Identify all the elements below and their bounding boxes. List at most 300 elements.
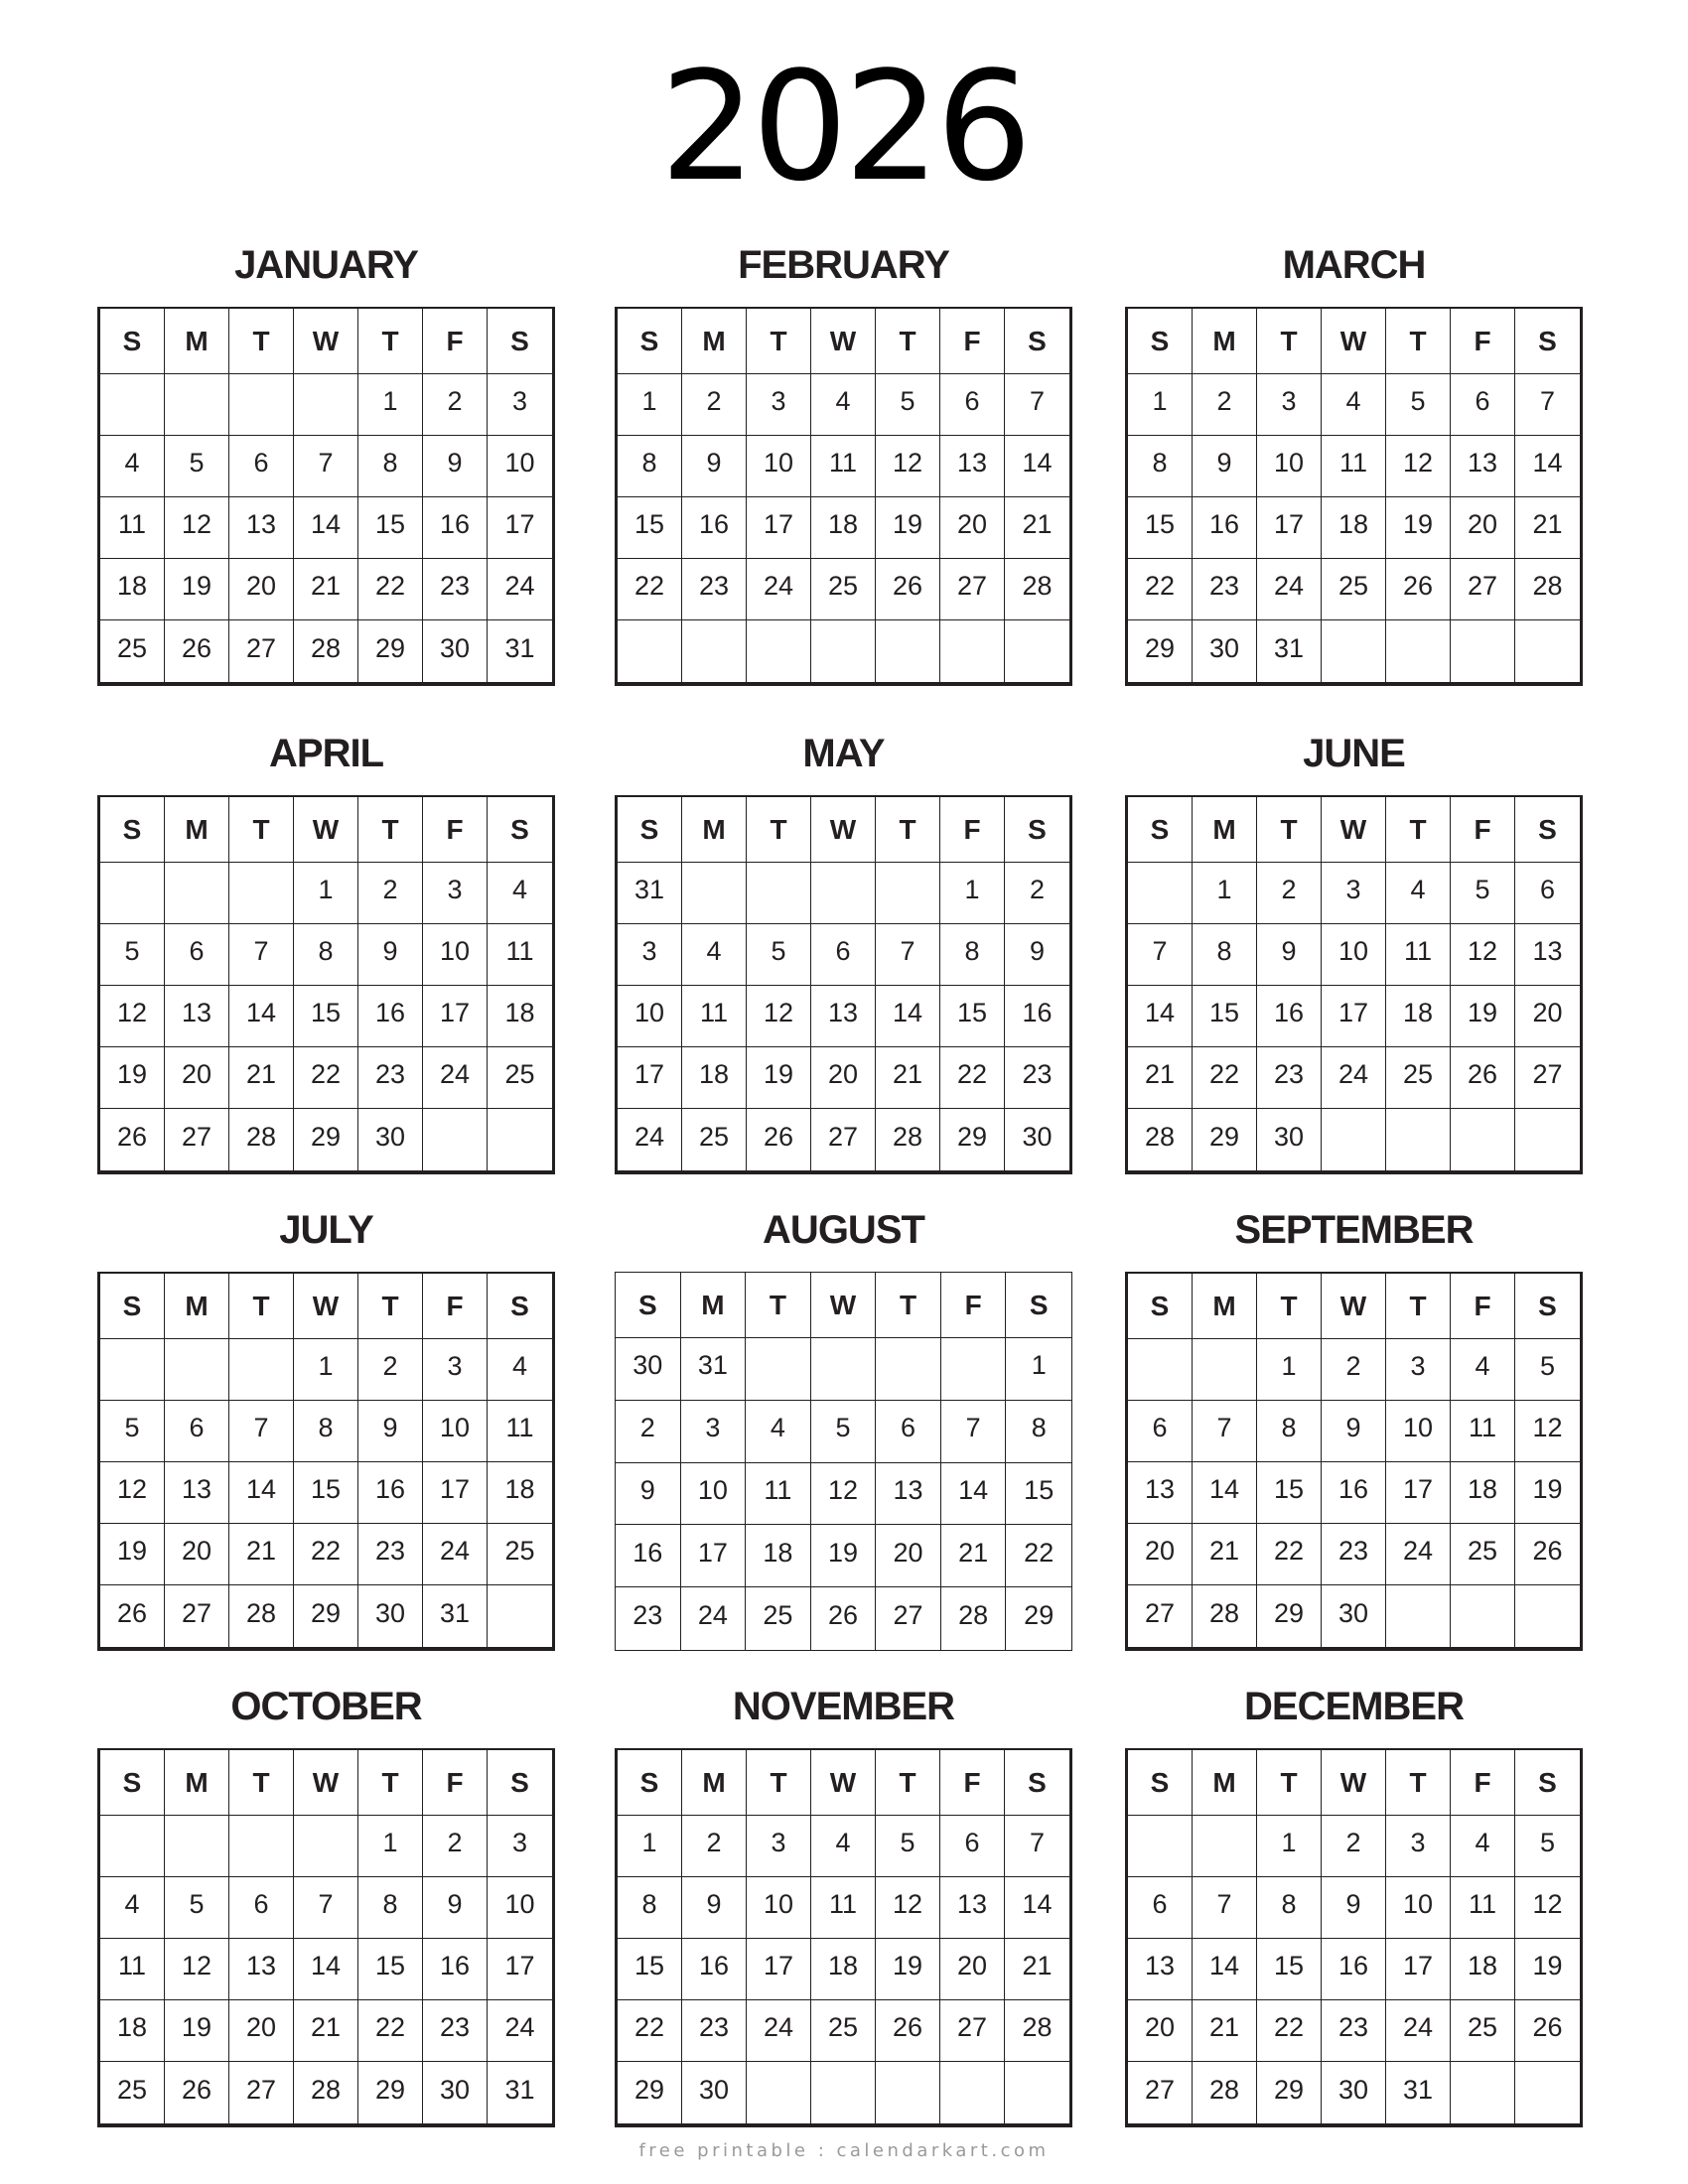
empty-day-cell	[165, 863, 229, 924]
day-cell: 25	[1451, 1524, 1515, 1585]
day-cell: 7	[294, 436, 358, 497]
day-cell: 6	[940, 1816, 1005, 1877]
weekday-header: M	[165, 309, 229, 374]
day-cell: 6	[1128, 1401, 1193, 1462]
day-cell: 11	[811, 1877, 876, 1939]
day-cell: 19	[165, 2000, 229, 2062]
day-cell: 9	[423, 436, 488, 497]
day-cell: 5	[1386, 374, 1451, 436]
day-cell: 30	[358, 1109, 423, 1170]
day-cell: 24	[747, 559, 811, 620]
day-cell: 13	[1128, 1939, 1193, 2000]
day-cell: 18	[100, 2000, 165, 2062]
weekday-header: S	[488, 797, 552, 863]
month-grid	[615, 307, 1072, 686]
day-cell: 5	[876, 374, 940, 436]
day-cell: 27	[940, 559, 1005, 620]
day-cell: 21	[1005, 1939, 1069, 2000]
empty-day-cell	[682, 863, 747, 924]
day-cell: 12	[876, 1877, 940, 1939]
weekday-header: S	[1128, 1274, 1193, 1339]
day-cell: 3	[1257, 374, 1322, 436]
weekday-header: M	[682, 309, 747, 374]
weekday-header: W	[811, 1273, 877, 1338]
weekday-header: S	[1515, 309, 1580, 374]
month-name: MARCH	[1282, 243, 1426, 287]
day-cell: 19	[747, 1047, 811, 1109]
day-cell: 28	[1515, 559, 1580, 620]
day-cell: 16	[1322, 1462, 1386, 1524]
empty-day-cell	[165, 1816, 229, 1877]
day-cell: 31	[1386, 2062, 1451, 2123]
day-cell: 30	[358, 1585, 423, 1647]
day-cell: 14	[941, 1463, 1007, 1526]
day-cell: 14	[1515, 436, 1580, 497]
day-cell: 5	[747, 924, 811, 986]
day-cell: 27	[940, 2000, 1005, 2062]
weekday-header: F	[940, 309, 1005, 374]
day-cell: 26	[1515, 2000, 1580, 2062]
day-cell: 15	[294, 1462, 358, 1524]
day-cell: 13	[165, 1462, 229, 1524]
day-cell: 29	[1257, 2062, 1322, 2123]
weekday-header: T	[876, 1750, 940, 1816]
day-cell: 13	[876, 1463, 941, 1526]
empty-day-cell	[746, 1338, 811, 1401]
weekday-header: F	[423, 1274, 488, 1339]
day-cell: 9	[1257, 924, 1322, 986]
day-cell: 21	[229, 1047, 294, 1109]
day-cell: 22	[1257, 1524, 1322, 1585]
empty-day-cell	[1515, 1109, 1580, 1170]
day-cell: 12	[1386, 436, 1451, 497]
empty-day-cell	[1451, 1585, 1515, 1647]
day-cell: 15	[1006, 1463, 1071, 1526]
weekday-header: W	[294, 1750, 358, 1816]
weekday-header: M	[165, 1274, 229, 1339]
weekday-header: T	[876, 797, 940, 863]
weekday-header: T	[358, 309, 423, 374]
day-cell: 13	[811, 986, 876, 1047]
empty-day-cell	[876, 863, 940, 924]
day-cell: 19	[1386, 497, 1451, 559]
weekday-header: T	[229, 1274, 294, 1339]
weekday-header: S	[100, 797, 165, 863]
day-cell: 2	[682, 374, 747, 436]
month-name: JULY	[279, 1208, 373, 1252]
weekday-header: S	[488, 1750, 552, 1816]
day-cell: 3	[488, 1816, 552, 1877]
day-cell: 3	[1386, 1339, 1451, 1401]
day-cell: 30	[423, 2062, 488, 2123]
weekday-header: S	[1005, 797, 1069, 863]
day-cell: 21	[294, 559, 358, 620]
month-grid	[1125, 307, 1583, 686]
day-cell: 3	[747, 1816, 811, 1877]
day-cell: 4	[100, 436, 165, 497]
weekday-header: S	[616, 1273, 681, 1338]
month-name: FEBRUARY	[738, 243, 949, 287]
weekday-header: W	[1322, 1274, 1386, 1339]
day-cell: 10	[618, 986, 682, 1047]
day-cell: 1	[1257, 1816, 1322, 1877]
day-cell: 25	[100, 620, 165, 682]
day-cell: 20	[1451, 497, 1515, 559]
month-grid	[615, 1272, 1072, 1651]
weekday-header: S	[1515, 1274, 1580, 1339]
day-cell: 16	[358, 986, 423, 1047]
day-cell: 6	[165, 1401, 229, 1462]
weekday-header: T	[746, 1273, 811, 1338]
weekday-header: T	[229, 1750, 294, 1816]
day-cell: 2	[616, 1401, 681, 1463]
day-cell: 26	[876, 559, 940, 620]
day-cell: 21	[1128, 1047, 1193, 1109]
day-cell: 19	[811, 1525, 877, 1587]
empty-day-cell	[229, 1816, 294, 1877]
day-cell: 8	[358, 1877, 423, 1939]
day-cell: 11	[488, 1401, 552, 1462]
day-cell: 15	[618, 1939, 682, 2000]
day-cell: 10	[747, 436, 811, 497]
day-cell: 15	[294, 986, 358, 1047]
empty-day-cell	[100, 374, 165, 436]
month-grid	[97, 1748, 555, 2127]
day-cell: 13	[940, 436, 1005, 497]
empty-day-cell	[100, 1816, 165, 1877]
day-cell: 17	[1322, 986, 1386, 1047]
day-cell: 1	[618, 374, 682, 436]
day-cell: 26	[1515, 1524, 1580, 1585]
day-cell: 14	[876, 986, 940, 1047]
day-cell: 6	[811, 924, 876, 986]
weekday-header: W	[294, 1274, 358, 1339]
day-cell: 5	[876, 1816, 940, 1877]
empty-day-cell	[811, 1338, 877, 1401]
day-cell: 4	[811, 1816, 876, 1877]
day-cell: 9	[1005, 924, 1069, 986]
day-cell: 8	[618, 1877, 682, 1939]
day-cell: 20	[1515, 986, 1580, 1047]
day-cell: 8	[1006, 1401, 1071, 1463]
day-cell: 6	[1451, 374, 1515, 436]
day-cell: 17	[423, 986, 488, 1047]
day-cell: 10	[423, 1401, 488, 1462]
day-cell: 7	[229, 1401, 294, 1462]
weekday-header: T	[358, 797, 423, 863]
day-cell: 6	[1128, 1877, 1193, 1939]
month-grid	[97, 307, 555, 686]
day-cell: 15	[1128, 497, 1193, 559]
weekday-header: T	[358, 1750, 423, 1816]
day-cell: 19	[165, 559, 229, 620]
day-cell: 3	[681, 1401, 747, 1463]
day-cell: 25	[488, 1047, 552, 1109]
day-cell: 20	[229, 2000, 294, 2062]
day-cell: 21	[1193, 2000, 1257, 2062]
day-cell: 7	[294, 1877, 358, 1939]
day-cell: 28	[294, 2062, 358, 2123]
empty-day-cell	[1005, 2062, 1069, 2123]
day-cell: 7	[876, 924, 940, 986]
month-name: NOVEMBER	[732, 1685, 955, 1728]
weekday-header: M	[165, 797, 229, 863]
day-cell: 9	[1322, 1877, 1386, 1939]
day-cell: 22	[1193, 1047, 1257, 1109]
day-cell: 24	[618, 1109, 682, 1170]
month-name: SEPTEMBER	[1234, 1208, 1474, 1252]
day-cell: 22	[940, 1047, 1005, 1109]
day-cell: 1	[618, 1816, 682, 1877]
day-cell: 12	[100, 1462, 165, 1524]
empty-day-cell	[876, 1338, 941, 1401]
day-cell: 14	[229, 1462, 294, 1524]
day-cell: 26	[811, 1587, 877, 1650]
day-cell: 23	[1005, 1047, 1069, 1109]
day-cell: 8	[940, 924, 1005, 986]
day-cell: 17	[747, 1939, 811, 2000]
weekday-header: F	[940, 1750, 1005, 1816]
empty-day-cell	[100, 863, 165, 924]
day-cell: 5	[1515, 1339, 1580, 1401]
day-cell: 23	[358, 1524, 423, 1585]
day-cell: 28	[1128, 1109, 1193, 1170]
day-cell: 12	[1515, 1877, 1580, 1939]
day-cell: 12	[165, 1939, 229, 2000]
day-cell: 12	[747, 986, 811, 1047]
day-cell: 13	[1451, 436, 1515, 497]
day-cell: 3	[488, 374, 552, 436]
day-cell: 13	[1128, 1462, 1193, 1524]
month-grid	[1125, 795, 1583, 1174]
empty-day-cell	[294, 1816, 358, 1877]
day-cell: 11	[1451, 1401, 1515, 1462]
day-cell: 17	[1386, 1939, 1451, 2000]
day-cell: 18	[1322, 497, 1386, 559]
day-cell: 10	[681, 1463, 747, 1526]
day-cell: 4	[746, 1401, 811, 1463]
day-cell: 23	[1322, 1524, 1386, 1585]
empty-day-cell	[229, 1339, 294, 1401]
empty-day-cell	[876, 2062, 940, 2123]
day-cell: 25	[811, 559, 876, 620]
day-cell: 17	[488, 1939, 552, 2000]
day-cell: 4	[811, 374, 876, 436]
day-cell: 2	[358, 863, 423, 924]
day-cell: 7	[1515, 374, 1580, 436]
day-cell: 30	[423, 620, 488, 682]
day-cell: 29	[1024, 1600, 1055, 1631]
empty-day-cell	[941, 1338, 1007, 1401]
month-grid	[97, 1272, 555, 1651]
weekday-header: W	[1322, 797, 1386, 863]
day-cell: 1	[1006, 1338, 1071, 1401]
day-cell: 19	[1451, 986, 1515, 1047]
day-cell: 9	[358, 924, 423, 986]
month-name: DECEMBER	[1244, 1685, 1464, 1728]
day-cell: 18	[811, 1939, 876, 2000]
day-cell: 8	[1257, 1877, 1322, 1939]
weekday-header: T	[1257, 797, 1322, 863]
day-cell: 22	[294, 1047, 358, 1109]
empty-day-cell	[811, 620, 876, 682]
day-cell: 6	[940, 374, 1005, 436]
weekday-header: T	[1257, 1750, 1322, 1816]
day-cell: 21	[294, 2000, 358, 2062]
day-cell: 23	[682, 559, 747, 620]
day-cell: 3	[1322, 863, 1386, 924]
day-cell: 28	[941, 1587, 1007, 1650]
day-cell: 7	[1193, 1401, 1257, 1462]
day-cell: 11	[682, 986, 747, 1047]
day-cell: 16	[616, 1525, 681, 1587]
day-cell: 15	[940, 986, 1005, 1047]
day-cell: 20	[940, 497, 1005, 559]
day-cell: 5	[811, 1401, 877, 1463]
day-cell: 28	[1193, 2062, 1257, 2123]
day-cell: 25	[1451, 2000, 1515, 2062]
day-cell: 27	[811, 1109, 876, 1170]
day-cell: 20	[229, 559, 294, 620]
day-cell: 12	[876, 436, 940, 497]
day-cell: 13	[1515, 924, 1580, 986]
day-cell: 18	[1451, 1462, 1515, 1524]
day-cell: 10	[1386, 1401, 1451, 1462]
empty-day-cell	[488, 1585, 552, 1647]
day-cell: 21	[941, 1525, 1007, 1587]
day-cell: 28	[294, 620, 358, 682]
month-grid	[97, 795, 555, 1174]
day-cell: 23	[682, 2000, 747, 2062]
day-cell: 13	[229, 1939, 294, 2000]
day-cell: 11	[488, 924, 552, 986]
empty-day-cell	[811, 2062, 876, 2123]
day-cell: 20	[165, 1047, 229, 1109]
day-cell: 14	[294, 497, 358, 559]
weekday-header: S	[1005, 1750, 1069, 1816]
weekday-header: T	[747, 309, 811, 374]
day-cell: 4	[1386, 863, 1451, 924]
day-cell: 12	[811, 1463, 877, 1526]
day-cell: 17	[747, 497, 811, 559]
empty-day-cell	[294, 374, 358, 436]
day-cell: 1	[294, 863, 358, 924]
month-name: APRIL	[269, 732, 383, 775]
weekday-header: S	[1006, 1273, 1071, 1338]
day-cell: 29	[294, 1585, 358, 1647]
day-cell: 28	[229, 1109, 294, 1170]
day-cell: 31	[681, 1338, 747, 1401]
day-cell: 23	[616, 1587, 681, 1650]
day-cell: 15	[1257, 1462, 1322, 1524]
day-cell: 1	[1128, 374, 1193, 436]
day-cell: 9	[1322, 1401, 1386, 1462]
day-cell: 25	[488, 1524, 552, 1585]
day-cell: 10	[1322, 924, 1386, 986]
day-cell: 9	[358, 1401, 423, 1462]
day-cell: 6	[229, 436, 294, 497]
day-cell: 3	[423, 1339, 488, 1401]
day-cell: 16	[423, 1939, 488, 2000]
day-cell: 18	[100, 559, 165, 620]
day-cell: 15	[1193, 986, 1257, 1047]
day-cell: 4	[682, 924, 747, 986]
day-cell: 29	[358, 2062, 423, 2123]
weekday-header: M	[165, 1750, 229, 1816]
weekday-header: S	[618, 1750, 682, 1816]
day-cell: 9	[423, 1877, 488, 1939]
weekday-header: F	[423, 1750, 488, 1816]
empty-day-cell	[1451, 2062, 1515, 2123]
day-cell: 17	[1257, 497, 1322, 559]
weekday-header: S	[100, 309, 165, 374]
day-cell: 6	[1515, 863, 1580, 924]
day-cell: 19	[1515, 1939, 1580, 2000]
day-cell: 20	[940, 1939, 1005, 2000]
weekday-header: F	[423, 797, 488, 863]
day-cell: 7	[229, 924, 294, 986]
day-cell: 12	[100, 986, 165, 1047]
day-cell: 19	[1515, 1462, 1580, 1524]
day-cell: 14	[294, 1939, 358, 2000]
weekday-header: S	[1128, 1750, 1193, 1816]
day-cell: 20	[165, 1524, 229, 1585]
day-cell: 13	[940, 1877, 1005, 1939]
day-cell: 24	[423, 1047, 488, 1109]
day-cell: 3	[747, 374, 811, 436]
day-cell: 14	[1128, 986, 1193, 1047]
weekday-header: T	[229, 309, 294, 374]
weekday-header: S	[1515, 797, 1580, 863]
day-cell: 1	[358, 374, 423, 436]
empty-day-cell	[1451, 620, 1515, 682]
day-cell: 19	[876, 497, 940, 559]
day-cell: 31	[1257, 620, 1322, 682]
day-cell: 18	[488, 1462, 552, 1524]
day-cell: 17	[488, 497, 552, 559]
day-cell: 24	[488, 559, 552, 620]
day-cell: 31	[504, 632, 535, 663]
empty-day-cell	[682, 620, 747, 682]
day-cell: 28	[1193, 1585, 1257, 1647]
day-cell: 12	[1515, 1401, 1580, 1462]
empty-day-cell	[100, 1339, 165, 1401]
day-cell: 16	[423, 497, 488, 559]
weekday-header: S	[618, 309, 682, 374]
empty-day-cell	[229, 863, 294, 924]
day-cell: 31	[618, 863, 682, 924]
day-cell: 29	[940, 1109, 1005, 1170]
day-cell: 26	[747, 1109, 811, 1170]
day-cell: 25	[811, 2000, 876, 2062]
day-cell: 21	[1005, 497, 1069, 559]
day-cell: 2	[423, 1816, 488, 1877]
day-cell: 17	[423, 1462, 488, 1524]
day-cell: 8	[1128, 436, 1193, 497]
empty-day-cell	[229, 374, 294, 436]
empty-day-cell	[1128, 863, 1193, 924]
day-cell: 24	[1257, 559, 1322, 620]
day-cell: 10	[1257, 436, 1322, 497]
day-cell: 18	[488, 986, 552, 1047]
day-cell: 20	[876, 1525, 941, 1587]
day-cell: 19	[100, 1047, 165, 1109]
day-cell: 30	[1322, 1585, 1386, 1647]
empty-day-cell	[423, 1109, 488, 1170]
weekday-header: T	[1386, 1274, 1451, 1339]
day-cell: 22	[618, 559, 682, 620]
day-cell: 26	[876, 2000, 940, 2062]
